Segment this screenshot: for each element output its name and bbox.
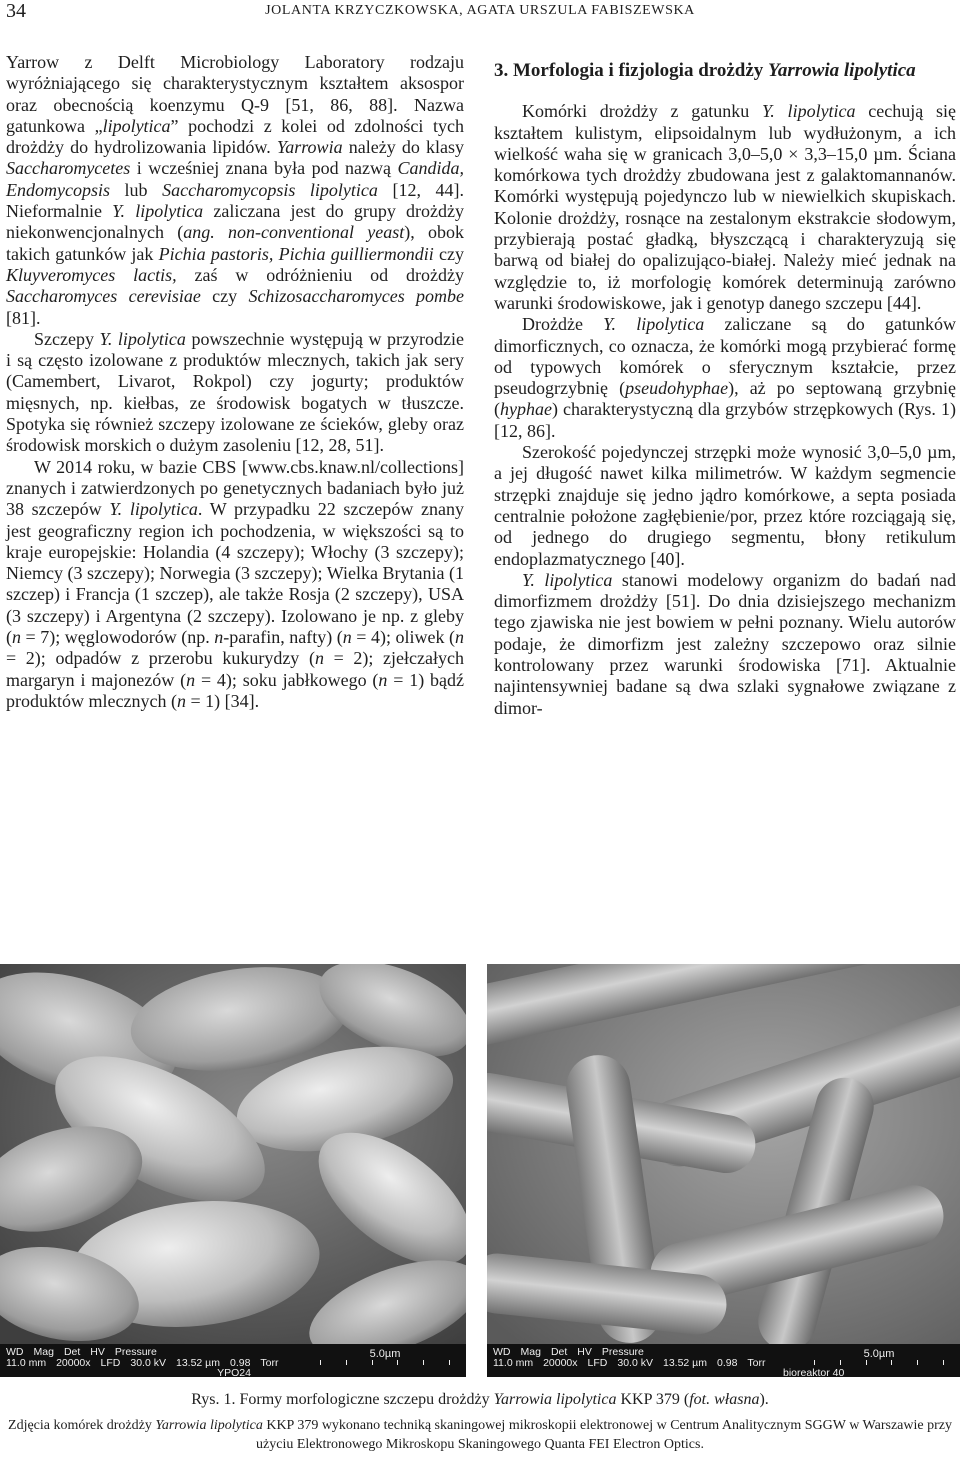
figure-caption bbox=[0, 1390, 960, 1454]
sample-label: YPO24 bbox=[217, 1367, 251, 1379]
running-head: JOLANTA KRZYCZKOWSKA, AGATA URSZULA FABISZEWSKA bbox=[265, 3, 695, 18]
paragraph: W 2014 roku, w bazie CBS [www.cbs.knaw.nl/collections] znanych i zatwierdzonych po genetycznych badaniach było już 38 szczepów Y. lipolytica. W przypadku 22 szczepów znany jest geograficzny region ich pochodzenia, w większości są to kraje europejskie: Holandia (4 szczepy); Włochy (3 szczepy); Niemcy (3 szczepy); Norwegia (3 szczepy); Wielka Brytania (1 szczep) i Francja (1 szczep), ale także Rosja (2 szczepy), USA (3 szczepy) i Argentyna (2 szczepy). Izolowano je np. z gleby (n = 7); węglowodorów (np. n-parafin, nafty) (n = 4); oliwek (n = 2); odpadów z przerobu kukurydzy (n = 2); zjełczałych margaryn i majonezów (n = 4); soku jabłkowego (n = 1) bądź produktów mlecznych (n = 1) [34]. bbox=[6, 456, 465, 711]
databar-headers: WD Mag Det HV Pressure bbox=[493, 1346, 644, 1358]
caption-note: Zdjęcia komórek drożdży Yarrowia lipolytica KKP 379 wykonano techniką skaningowej mikroskopii elektronowej w Centrum Analitycznym SGGW w Warszawie przy użyciu Elektronowego Mikroskopu Skaningowego Quanta FEI Electron Optics. bbox=[8, 1418, 952, 1452]
page-header bbox=[0, 0, 960, 30]
databar-values: 11.0 mm 20000x LFD 30.0 kV 13.52 µm 0.98 Torr bbox=[6, 1357, 279, 1369]
paragraph: Szczepy Y. lipolytica powszechnie występują w przyrodzie i są często izolowane z produktów mlecznych, takich jak sery (Camembert, Livarot, Rokpol) czy jogurty; produktów mięsnych, np. kiełbas, ze środowisk bogatych w tłuszcze. Spotyka się również szczepy izolowane ze ścieków, gleby oraz środowisk morskich o dużym zasoleniu [12, 28, 51]. bbox=[6, 328, 464, 456]
right-column bbox=[494, 52, 956, 719]
caption-title: Rys. 1. Formy morfologiczne szczepu drożdży Yarrowia lipolytica KKP 379 (fot. własna). bbox=[191, 1391, 769, 1408]
page-number: 34 bbox=[6, 0, 26, 22]
sample-label: bioreaktor 40 bbox=[783, 1367, 845, 1379]
databar-headers: WD Mag Det HV Pressure bbox=[6, 1346, 157, 1358]
section-heading: 3. Morfologia i fizjologia drożdży Yarrowia lipolytica bbox=[494, 60, 916, 81]
sem-databar bbox=[487, 1344, 960, 1377]
sem-micrograph-hyphae bbox=[487, 964, 960, 1377]
paragraph: Y. lipolytica stanowi modelowy organizm do badań nad dimorfizmem drożdży [51]. Do dnia dzisiejszego mechanizm tego zjawiska nie jest bowiem w pełni poznany. Wielu autorów podaje, że dimorfizm jest zależny szczepowo oraz silnie kontrolowany przez warunki środowiska [71]. Aktualnie najintensywniej badane są dwa szlaki sygnałowe związane z dimor- bbox=[494, 569, 957, 718]
paragraph: Yarrow z Delft Microbiology Laboratory rodzaju wyróżniającego się charakterystycznym kształtem aksospor oraz obecnością koenzymu Q-9 [51, 86, 88]. Nazwa gatunkowa „lipolytica” pochodzi z kolei od zdolności tych drożdży do hydrolizowania lipidów. Yarrowia należy do klasy Saccharomycetes i wcześniej znana była pod nazwą Candida, Endomycopsis lub Saccharomycopsis lipolytica [12, 44]. Nieformalnie Y. lipolytica zaliczana jest do grupy drożdży niekonwencjonalnych (ang. non-conventional yeast), obok takich gatunków jak Pichia pastoris, Pichia guilliermondii czy Kluyveromyces lactis, zaś w odróżnieniu od drożdży Saccharomyces cerevisiae czy Schizosaccharomyces pombe [81]. bbox=[6, 52, 465, 328]
databar-values: 11.0 mm 20000x LFD 30.0 kV 13.52 µm 0.98 Torr bbox=[493, 1357, 766, 1369]
sem-image bbox=[487, 964, 960, 1344]
sem-databar bbox=[0, 1344, 466, 1377]
scale-bar: 5.0µm bbox=[814, 1348, 944, 1365]
paragraph: Drożdże Y. lipolytica zaliczane są do gatunków dimorficznych, co oznacza, że komórki mogą przybierać formę od typowych komórek o sferycznym kształcie, przez pseudogrzybnię (pseudohyphae), aż po septowaną grzybnię (hyphae) charakterystyczną dla grzybów strzępkowych (Rys. 1) [12, 86]. bbox=[494, 314, 956, 441]
sem-image bbox=[0, 964, 466, 1344]
sem-micrograph-yeast-cells bbox=[0, 964, 466, 1377]
paragraph: Szerokość pojedynczej strzępki może wynosić 3,0–5,0 µm, a jej długość nawet kilka milimetrów. W każdym segmencie strzępki znajduje się jedno jądro komórkowe, a septa posiada centralnie położone zagłębienie/por, przez które rozciągają się, od jednego do drugiego segmentu, błony retikulum endoplazmatycznego [40]. bbox=[494, 442, 956, 569]
left-column bbox=[6, 52, 464, 712]
scale-bar: 5.0µm bbox=[320, 1348, 450, 1365]
paragraph: Komórki drożdży z gatunku Y. lipolytica cechują się kształtem kulistym, elipsoidalnym lub wydłużonym, a ich wielkość waha się w granicach 3,0–5,0 × 3,3–15,0 µm. Ściana komórkowa tych drożdży zbudowana jest z galaktomannanów. Komórki występują pojedynczo lub w niewielkich skupiskach. Kolonie drożdży, rosnące na zestalonym ekstrakcie słodowym, przybierają postać gładką, błyszczącą i charakteryzują się barwą od białej do opalizująco-białej. Należy mieć jednak na względzie to, iż morfologię komórek determinują zarówno warunki środowiskowe, jak i genotyp danego szczepu [44]. bbox=[494, 101, 956, 313]
